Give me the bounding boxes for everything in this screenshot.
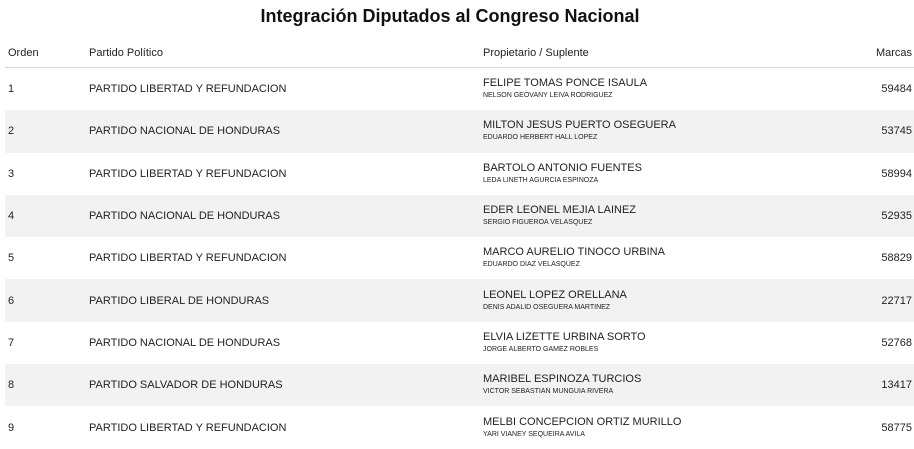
cell-partido: PARTIDO LIBERTAD Y REFUNDACION [89,252,287,265]
propietario-name: LEONEL LOPEZ ORELLANA [483,288,627,301]
cell-orden: 4 [5,195,86,237]
cell-marcas: 59484 [881,83,912,96]
cell-marcas: 58994 [881,167,912,180]
table-row [5,153,914,195]
cell-orden: 8 [5,364,86,406]
cell-partido: PARTIDO NACIONAL DE HONDURAS [86,195,480,237]
propietario-name: MARIBEL ESPINOZA TURCIOS [483,373,642,386]
cell-marcas: 58829 [881,252,912,265]
cell-marcas: 52768 [881,336,912,349]
cell-marcas: 52935 [829,195,914,237]
suplente-name: VICTOR SEBASTIAN MUNGUIA RIVERA [483,388,614,396]
table-row [5,195,914,237]
table-row [5,322,914,364]
cell-marcas: 58775 [881,421,912,434]
cell-partido: PARTIDO NACIONAL DE HONDURAS [86,110,480,152]
cell-candidato [480,153,829,195]
table-row [5,279,914,321]
suplente-name: LEDA LINETH AGURCIA ESPINOZA [483,176,599,184]
cell-candidato [480,68,829,111]
header-marcas: Marcas [829,38,914,68]
cell-orden: 7 [8,336,15,349]
cell-partido: PARTIDO SALVADOR DE HONDURAS [86,364,480,406]
page-title: Integración Diputados al Congreso Nacional [260,6,640,26]
suplente-name: YARI VIANEY SEQUEIRA AVILA [483,430,585,438]
suplente-name: JORGE ALBERTO GAMEZ ROBLES [483,345,599,353]
cell-partido: PARTIDO LIBERTAD Y REFUNDACION [89,83,287,96]
cell-orden: 9 [8,421,15,434]
suplente-name: EDUARDO HERBERT HALL LOPEZ [483,134,598,142]
table-row [5,406,914,448]
propietario-name: ELVIA LIZETTE URBINA SORTO [483,330,646,343]
cell-candidato [480,110,829,152]
cell-candidato [480,279,829,321]
cell-orden: 3 [8,167,15,180]
results-table [5,38,914,449]
propietario-name: MARCO AURELIO TINOCO URBINA [483,246,665,259]
cell-partido: PARTIDO LIBERTAD Y REFUNDACION [89,421,287,434]
header-propietario-suplente: Propietario / Suplente [480,38,829,68]
cell-partido: PARTIDO LIBERAL DE HONDURAS [86,279,480,321]
propietario-name: MELBI CONCEPCION ORTIZ MURILLO [483,415,682,428]
cell-candidato [480,237,829,279]
suplente-name: NELSON GEOVANY LEIVA RODRIGUEZ [483,92,613,100]
cell-marcas: 13417 [829,364,914,406]
cell-candidato [480,364,829,406]
suplente-name: EDUARDO DIAZ VELASQUEZ [483,261,580,269]
table-row [5,110,914,152]
cell-marcas: 53745 [829,110,914,152]
cell-candidato [480,195,829,237]
propietario-name: EDER LEONEL MEJIA LAINEZ [483,204,637,217]
cell-orden: 5 [8,252,15,265]
table-row [5,364,914,406]
propietario-name: MILTON JESUS PUERTO OSEGUERA [483,119,676,132]
cell-candidato [480,322,829,364]
cell-orden: 6 [5,279,86,321]
cell-orden: 2 [5,110,86,152]
cell-partido: PARTIDO NACIONAL DE HONDURAS [89,336,281,349]
table-header-row [5,38,914,68]
cell-orden: 1 [8,83,15,96]
propietario-name: BARTOLO ANTONIO FUENTES [483,161,642,174]
cell-candidato [480,406,829,448]
cell-partido: PARTIDO LIBERTAD Y REFUNDACION [89,167,287,180]
table-row [5,237,914,279]
cell-marcas: 22717 [829,279,914,321]
header-partido: Partido Político [86,38,480,68]
propietario-name: FELIPE TOMAS PONCE ISAULA [483,77,648,90]
suplente-name: SERGIO FIGUEROA VELASQUEZ [483,219,593,227]
table-row [5,68,914,111]
header-orden: Orden [5,38,86,68]
suplente-name: DENIS ADALID OSEGUERA MARTINEZ [483,303,611,311]
